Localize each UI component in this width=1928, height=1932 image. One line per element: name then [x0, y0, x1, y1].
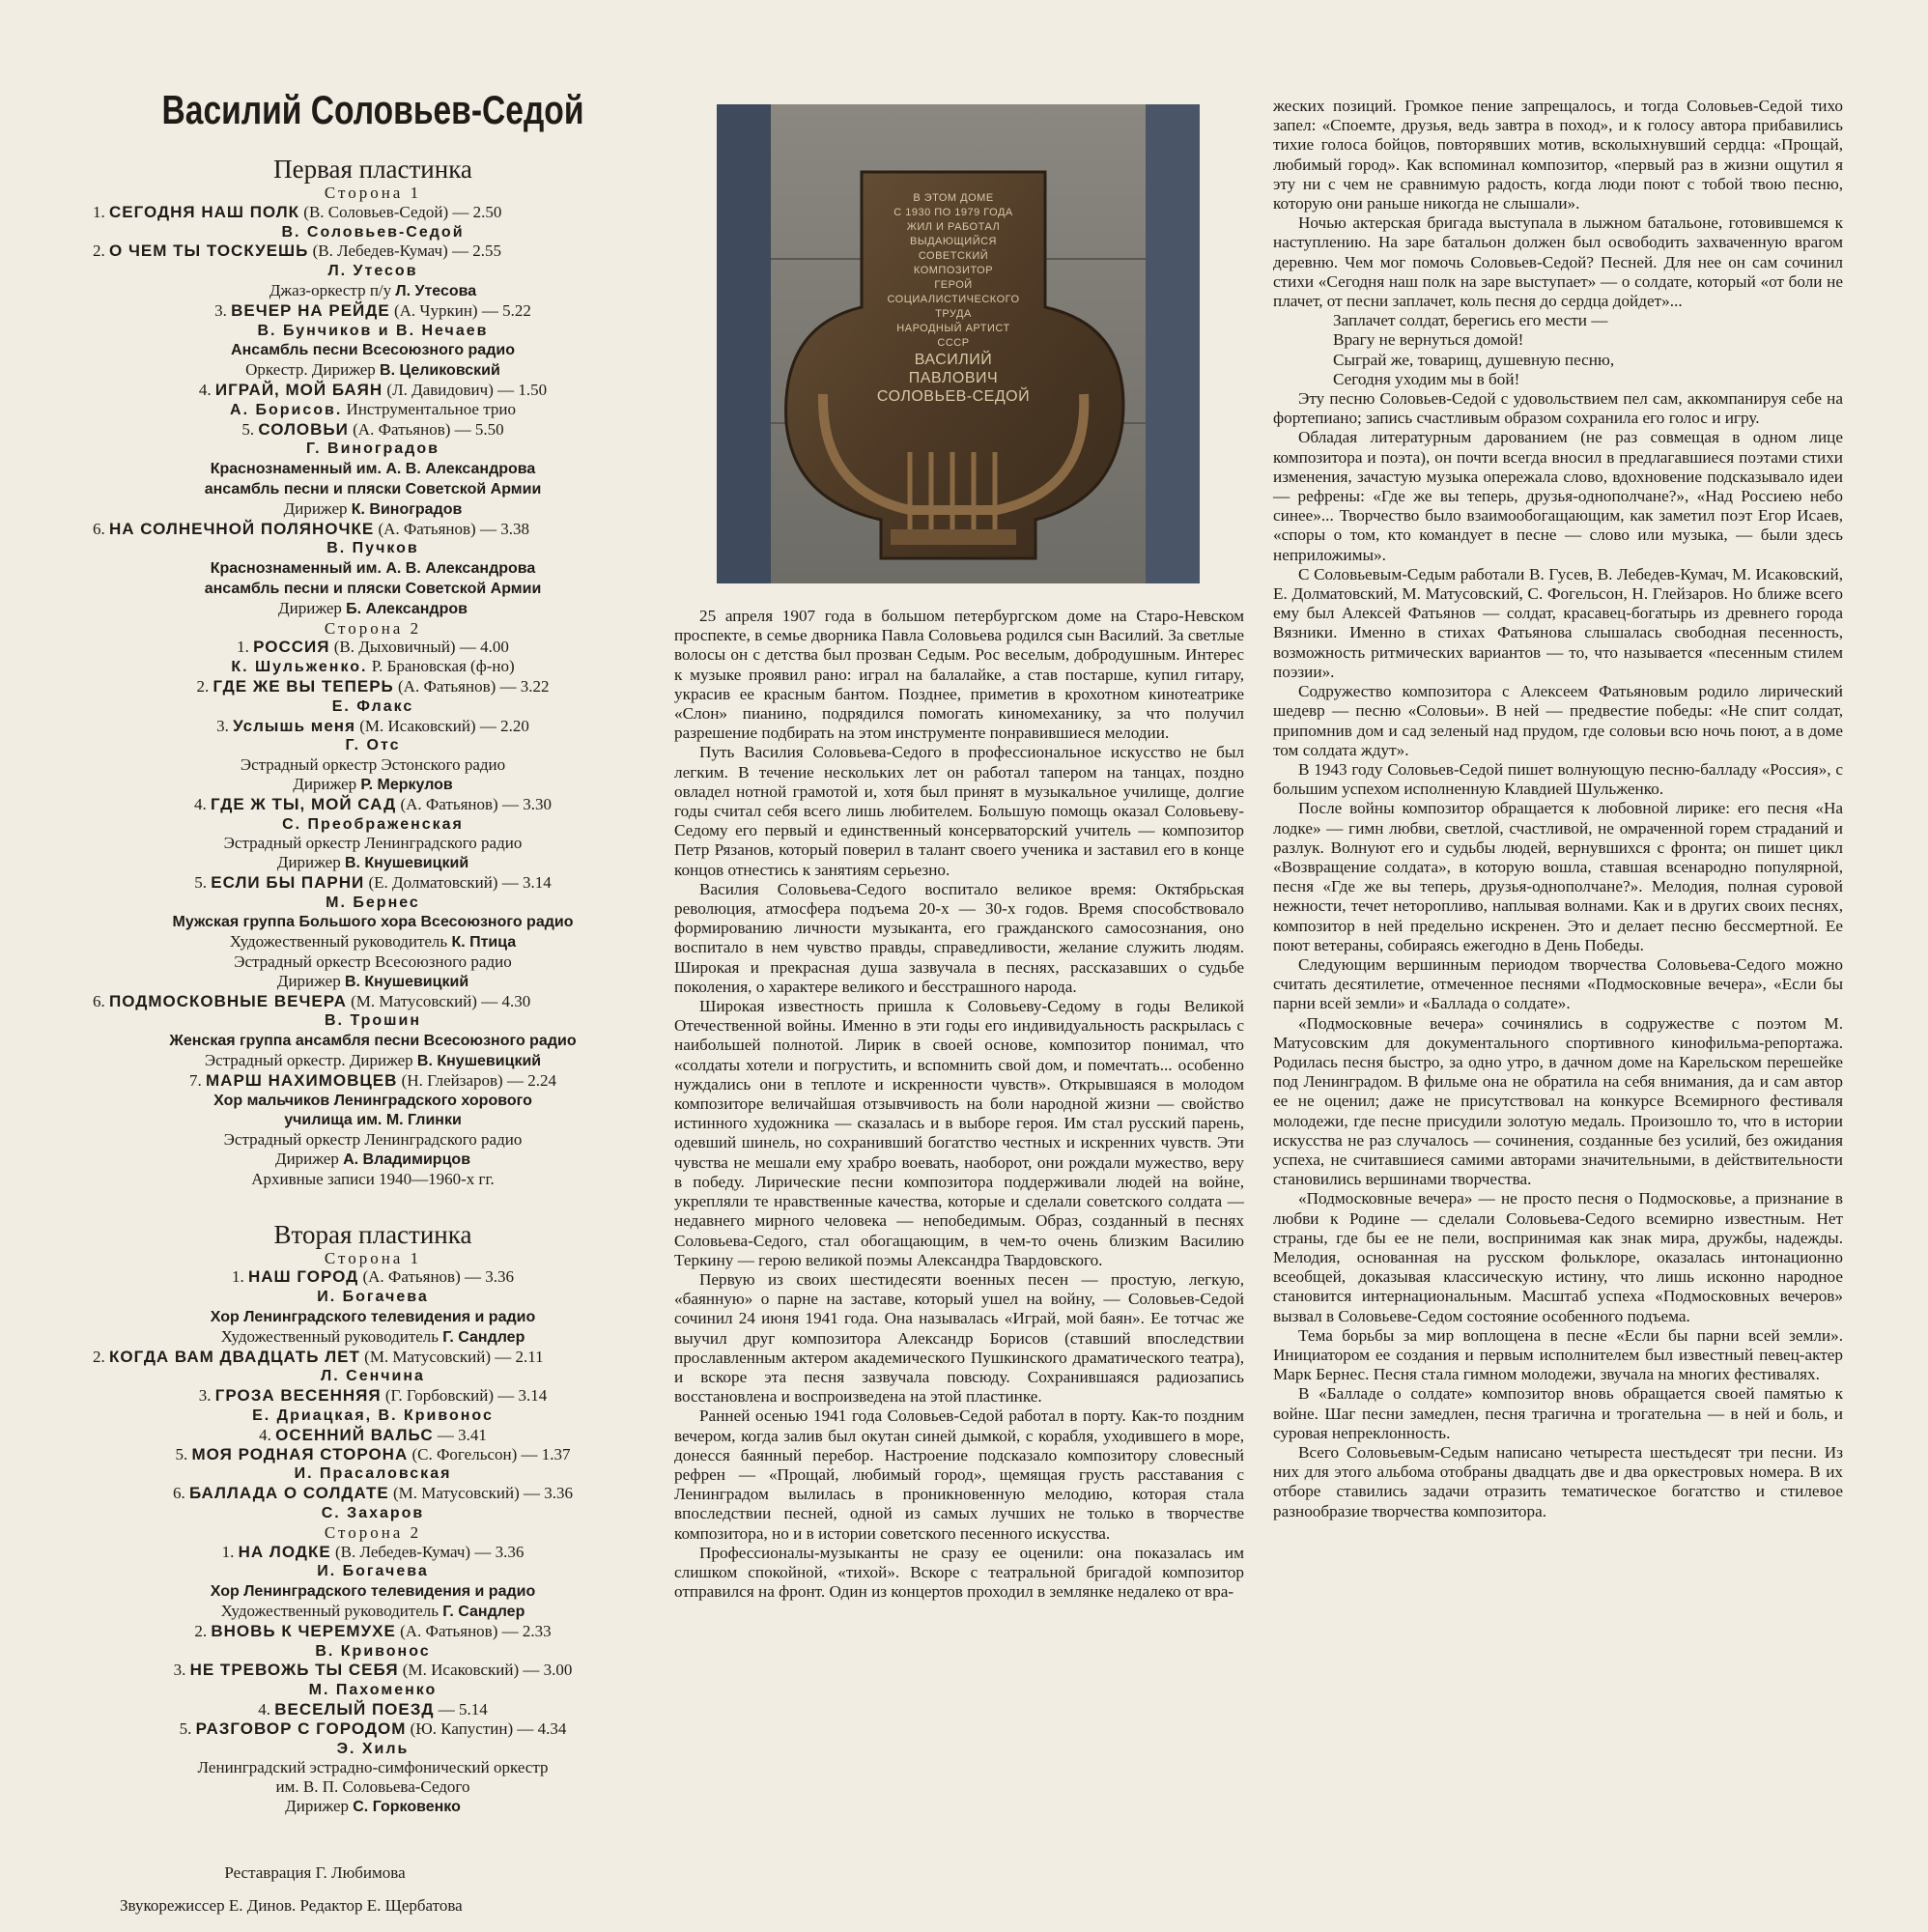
- article-column-2: [674, 607, 1244, 1602]
- paragraph: Эту песню Соловьев-Седой с удовольствием пел сам, аккомпанируя себе на фортепиано; запись счастливым образом сохранила его голос и игру.: [1273, 389, 1843, 428]
- track: 5. МОЯ РОДНАЯ СТОРОНА (С. Фогельсон) — 1.37: [175, 1444, 571, 1463]
- track: 3. НЕ ТРЕВОЖЬ ТЫ СЕБЯ (М. Исаковский) — 3.00: [173, 1661, 573, 1680]
- paragraph: Ночью актерская бригада выступала в лыжном батальоне, готовившемся к наступлению. На заре батальон должен был освободить захваченную врагом деревню. Чем мог помочь Соловьев-Седой? Песней. Для нее он сам сочинил стихи «Сегодня наш полк на заре выступает» — о солдате, который «от боли не плачет, от песни заплачет, коль песня до сердца дойдет»...: [1273, 213, 1843, 311]
- performer: И. Богачева: [317, 1289, 429, 1306]
- paragraph: Следующим вершинным периодом творчества Соловьева-Седого можно считать десятилетие, отмеченное песнями «Подмосковные вечера», «Если бы парни всей земли» и «Баллада о солдате».: [1273, 954, 1843, 1013]
- plaque-line: С 1930 ПО 1979 ГОДА: [893, 207, 1013, 218]
- track: 2. ВНОВЬ К ЧЕРЕМУХЕ (А. Фатьянов) — 2.33: [194, 1621, 552, 1640]
- paragraph: С Соловьевым-Седым работали В. Гусев, В. Лебедев-Кумач, М. Исаковский, Е. Долматовский, М. Матусовский, С. Фогельсон, Н. Глейзаров. Но ближе всего ему был Алексей Фатьянов — солдат, красавец-богатырь из древнего города Вязники. Именно в стихах Фатьянова слышалась свободная песенность, возможность ритмических вариантов — то, что называется «песенным стилем поэзии».: [1273, 564, 1843, 681]
- performer: Л. Сенчина: [321, 1368, 425, 1385]
- paragraph: Василия Соловьева-Седого воспитало великое время: Октябрьская революция, атмосфера подъема 20-х — 30-х годов. Время способствовало формированию личности музыканта, его гражданского самосознания, оно воспитало в нем чувство правды, справедливости, желание служить людям. Широкая и прекрасная душа зазвучала в песнях, рассказавших о судьбе поколения, о характере великого и бесстрашного народа.: [674, 879, 1244, 996]
- paragraph: Тема борьбы за мир воплощена в песне «Если бы парни всей земли». Инициатором ее создания и первым исполнителем был известный певец-актер Марк Бернес. Песня стала гимном молодежи, звучала на многих фестивалях.: [1273, 1325, 1843, 1384]
- performer: С. Захаров: [321, 1505, 425, 1521]
- plaque-line: ЖИЛ И РАБОТАЛ: [906, 221, 1001, 233]
- performer: Хор Ленинградского телевидения и радио: [210, 1309, 536, 1326]
- performer: Э. Хиль: [336, 1740, 410, 1757]
- performer: Художественный руководитель Г. Сандлер: [220, 1326, 525, 1346]
- plaque-line: НАРОДНЫЙ АРТИСТ: [896, 323, 1010, 334]
- performer: В. Соловьев-Седой: [281, 223, 465, 241]
- performer: Дирижер В. Кнушевицкий: [276, 853, 469, 872]
- plaque-line: В ЭТОМ ДОМЕ: [913, 192, 994, 204]
- track: 4. ОСЕННИЙ ВАЛЬС — 3.41: [259, 1425, 487, 1444]
- performer: Джаз-оркестр п/у Л. Утесова: [269, 280, 477, 299]
- track: 3. Услышь меня (М. Исаковский) — 2.20: [216, 716, 529, 735]
- performer: В. Бунчиков и В. Нечаев: [257, 322, 489, 339]
- track: 4. ВЕСЕЛЫЙ ПОЕЗД — 5.14: [258, 1699, 488, 1719]
- paragraph: Путь Василия Соловьева-Седого в профессиональное искусство не был легким. В течение нескольких лет он работал тапером на танцах, поздно овладел нотной грамотой и, хотя был принят в музыкальное училище, долгие годы считал себя всего лишь любителем. Большую помощь оказал Соловьеву-Седому его первый и единственный консерваторский учитель — композитор Петр Рязанов, который поверил в талант своего ученика и заставил его в конце концов отнестись к занятиям серьезно.: [674, 743, 1244, 879]
- performer: Эстрадный оркестр Эстонского радио: [240, 755, 506, 775]
- track: 7. МАРШ НАХИМОВЦЕВ (Н. Глейзаров) — 2.24: [189, 1070, 556, 1090]
- performer: Г. Виноградов: [306, 440, 439, 458]
- paragraph: Широкая известность пришла к Соловьеву-Седому в годы Великой Отечественной войны. Именно в эти годы его индивидуальность раскрылась с наибольшей полнотой. Лирик в своей основе, композитор понимал, что «солдаты хотели и погрустить, и вспомнить свой дом, и помечтать... особенно нуждались они в теплоте и искренности чувств». Открывшаяся в молодом композиторе величайшая отзывчивость на боли народной жизни — свойство истинного художника — сказалась и в выборе героя. Им стал русский парень, одевший шинель, но сохранивший богатство честных и искренних чувств. Эти чувства не мешали ему храбро воевать, наоборот, они рождали мужество, веру в победу. Лирические песни композитора поддерживали людей на войне, укрепляли те нравственные качества, которые и сделали советского солдата — недавнего мирного человека — непобедимым. Образ, созданный в песнях Соловьева-Седого, стал обогащающим, в чем-то очень близким Василию Теркину — герою великой поэмы Александра Твардовского.: [674, 997, 1244, 1269]
- performer: Дирижер С. Горковенко: [285, 1796, 461, 1815]
- performer: Женская группа ансамбля песни Всесоюзного радио: [169, 1033, 577, 1050]
- performer: И. Богачева: [317, 1563, 429, 1580]
- performer: М. Пахоменко: [308, 1682, 438, 1699]
- paragraph: Всего Соловьевым-Седым написано четыреста шестьдесят три песни. Из них для этого альбома отобраны двадцать две и два оркестровых номера. В их отборе ставились задачи отразить тематическое богатство и стилевое разнообразие творчества композитора.: [1273, 1443, 1843, 1520]
- performer: Эстрадный оркестр. Дирижер В. Кнушевицкий: [204, 1051, 542, 1070]
- article-column-3: [1273, 97, 1843, 1521]
- performer: М. Бернес: [326, 894, 420, 911]
- performer: Краснознаменный им. А. В. Александрова: [210, 461, 536, 478]
- paragraph: Профессионалы-музыканты не сразу ее оценили: она показалась им слишком спокойной, «тихой». Вскоре с театральной бригадой композитор отправился на фронт. Один из концертов проходил в землянке недалеко от вра-: [674, 1543, 1244, 1602]
- plaque-inscription: [871, 191, 1035, 406]
- engineer-credit: Звукорежиссер Е. Динов. Редактор Е. Щербатова: [120, 1895, 463, 1915]
- performer: им. В. П. Соловьева-Седого: [275, 1777, 470, 1797]
- track: 6. ПОДМОСКОВНЫЕ ВЕЧЕРА (М. Матусовский) — 4.30: [93, 991, 531, 1010]
- verse-line: Сегодня уходим мы в бой!: [1333, 369, 1520, 388]
- paragraph: После войны композитор обращается к любовной лирике: его песня «На лодке» — гимн любви, светлой, счастливой, не омраченной горем страданий и разлук. Волнуют его и судьбы людей, вернувшихся с фронта; он пишет цикл «Возвращение солдата», в которую вошла, ставшая всенародно популярной, песня «Где же вы теперь, друзья-однополчане?». Мелодия, полная суровой нежности, течет неторопливо, наплывая волнами. Как и в других своих песнях, композитор в ней предельно искренен. Это и делает песню бессмертной. Ее поют ветераны, собираясь ежегодно в День Победы.: [1273, 799, 1843, 954]
- track: 2. ГДЕ ЖЕ ВЫ ТЕПЕРЬ (А. Фатьянов) — 3.22: [196, 676, 550, 696]
- verse-line: Врагу не вернуться домой!: [1333, 330, 1524, 350]
- performer: Эстрадный оркестр Ленинградского радио: [223, 834, 523, 853]
- plaque-name-line: ВАСИЛИЙ ПАВЛОВИЧ: [908, 352, 999, 386]
- archive-note: Архивные записи 1940—1960-х гг.: [251, 1169, 495, 1188]
- performer: Дирижер Р. Меркулов: [293, 774, 453, 793]
- plaque-line: ТРУДА: [935, 308, 972, 320]
- plaque-name-line: СОЛОВЬЕВ-СЕДОЙ: [876, 388, 1031, 405]
- plaque-line: СОЦИАЛИСТИЧЕСКОГО: [887, 294, 1020, 305]
- performer: Ансамбль песни Всесоюзного радио: [231, 342, 515, 359]
- performer: Эстрадный оркестр Всесоюзного радио: [234, 952, 512, 972]
- track: 2. КОГДА ВАМ ДВАДЦАТЬ ЛЕТ (М. Матусовский) — 2.11: [93, 1347, 544, 1366]
- performer: Эстрадный оркестр Ленинградского радио: [223, 1130, 523, 1150]
- memorial-plaque-photo: [717, 104, 1200, 583]
- paragraph: 25 апреля 1907 года в большом петербургском доме на Старо-Невском проспекте, в семье дворника Павла Соловьева родился сын Василий. За светлые волосы он с детства был прозван Седым. Рос веселым, добродушным. Интерес к музыке проявил рано: играл на балалайке, а став постарше, купил гитару, украсив ее красным бантом. Позднее, приметив в крохотном кинотеатрике «Слон» пианино, подрядился помогать киномеханику, за что получил разрешение подбирать на этом инструменте понравившиеся мелодии.: [674, 607, 1244, 743]
- performer: Оркестр. Дирижер В. Целиковский: [245, 360, 500, 380]
- track: 5. РАЗГОВОР С ГОРОДОМ (Ю. Капустин) — 4.34: [179, 1719, 567, 1738]
- performer: Г. Отс: [345, 737, 401, 754]
- verse: [1333, 311, 1843, 389]
- tracklist-column: [93, 79, 653, 1916]
- track: 2. О ЧЕМ ТЫ ТОСКУЕШЬ (В. Лебедев-Кумач) — 2.55: [93, 242, 501, 261]
- paragraph: жеских позиций. Громкое пение запрещалось, и тогда Соловьев-Седой тихо запел: «Споемте, друзья, ведь завтра в поход», и к голосу автора прибавились тихие голоса бойцов, повторявших мотив, всколыхнувший сердца: «Прощай, любимый город». Как вспоминал композитор, «первый раз в жизни ощутил я эту ни с чем не сравнимую радость, когда люди поют с тобой твою песню, которую они раньше никогда не слышали».: [1273, 97, 1843, 213]
- track: 4. ГДЕ Ж ТЫ, МОЙ САД (А. Фатьянов) — 3.30: [194, 794, 552, 813]
- paragraph: Содружество композитора с Алексеем Фатьяновым родило лирический шедевр — песню «Соловьи». В ней — предвестие победы: «Не спит солдат, припомнив дом и сад зеленый над прудом, где соловьи всю ночь поют, а в доме том солдата ждут».: [1273, 682, 1843, 759]
- paragraph: Обладая литературным дарованием (не раз совмещая в одном лице композитора и поэта), он почти всегда вносил в предлагавшиеся поэтами стихи изменения, зачастую музыка опережала слово, вдохновение подсказывало идеи — рефрены: «Где же вы теперь, друзья-однополчане?», «Над Россиею небо синее»... Творчество было взаимообогащающим, как заметил поэт Егор Исаев, «споры о том, кто командует в песне — слово или музыка, — были здесь неприложимы».: [1273, 428, 1843, 564]
- performer: Л. Утесов: [327, 263, 418, 280]
- track: 5. СОЛОВЬИ (А. Фатьянов) — 5.50: [241, 419, 504, 439]
- performer: Дирижер А. Владимирцов: [274, 1150, 471, 1169]
- restoration-credit: Реставрация Г. Любимова: [224, 1862, 406, 1882]
- performer: Ленинградский эстрадно-симфонический оркестр: [197, 1758, 549, 1777]
- track: 4. ИГРАЙ, МОЙ БАЯН (Л. Давидович) — 1.50: [198, 380, 548, 399]
- track: 5. ЕСЛИ БЫ ПАРНИ (Е. Долматовский) — 3.14: [194, 872, 552, 892]
- plaque-line: ВЫДАЮЩИЙСЯ: [910, 236, 997, 247]
- performer: К. Шульженко. Р. Брановская (ф-но): [231, 657, 515, 676]
- disc2-side2: Сторона 2: [324, 1522, 422, 1542]
- track: 1. СЕГОДНЯ НАШ ПОЛК (В. Соловьев-Седой) — 2.50: [93, 202, 502, 221]
- paragraph: В «Балладе о солдате» композитор вновь обращается своей памятью к войне. Шаг песни замедлен, песня трагична и трогательна — в ней и боль, и суровая непреклонность.: [1273, 1384, 1843, 1442]
- performer: Краснознаменный им. А. В. Александрова: [210, 560, 536, 578]
- performer: В. Пучков: [326, 540, 419, 557]
- performer: С. Преображенская: [282, 815, 464, 833]
- disc2-side1: Сторона 1: [324, 1248, 422, 1267]
- verse-line: Сыграй же, товарищ, душевную песню,: [1333, 350, 1615, 369]
- credits: [93, 1863, 653, 1916]
- performer: А. Борисов. Инструментальное трио: [230, 399, 516, 418]
- page-title: Василий Соловьев-Седой: [161, 87, 584, 132]
- track: 1. НА ЛОДКЕ (В. Лебедев-Кумач) — 3.36: [221, 1542, 525, 1561]
- paragraph: Первую из своих шестидесяти военных песен — простую, легкую, «баянную» о парне на заставе, который ушел на войну, — Соловьев-Седой сочинил 24 июня 1941 года. Она называлась «Играй, мой баян». Ее тотчас же выучил друг композитора Александр Борисов (ставший впоследствии прославленным актером академического Пушкинского драматического театра), и вскоре эта песня зазвучала повсюду. Сохранившаяся радиозапись восстановлена и воспроизведена на этой пластинке.: [674, 1269, 1244, 1406]
- disc1-side2: Сторона 2: [324, 618, 422, 638]
- performer: Е. Флакс: [331, 697, 414, 715]
- performer: ансамбль песни и пляски Советской Армии: [204, 480, 542, 497]
- track: 3. ВЕЧЕР НА РЕЙДЕ (А. Чуркин) — 5.22: [214, 300, 531, 320]
- paragraph: «Подмосковные вечера» — не просто песня о Подмосковье, а признание в любви к Родине — сделали Соловьева-Седого всемирно известным. Нет страны, где бы ее не пели, воспринимая как знак мира, дружбы, надежды. Мелодия, основанная на русском фольклоре, оказалась интонационно всеобщей, доказывая классическую истину, что лишь исконно народное становится интернациональным. Масштаб успеха «Подмосковных вечеров» вызвал в Соловьеве-Седом состояние особенного подъема.: [1273, 1189, 1843, 1325]
- track: 1. НАШ ГОРОД (А. Фатьянов) — 3.36: [232, 1267, 514, 1287]
- paragraph: Ранней осенью 1941 года Соловьев-Седой работал в порту. Как-то поздним вечером, когда залив был окутан синей дымкой, с корабля, уходившего в море, донесся баянный перебор. Настроение подсказало композитору словесный рефрен — «Прощай, любимый город», щемящая грусть расставания с Ленинградом вылилась в проникновенную мелодию, которая стала впоследствии песней, одной из самых лучших не только в творчестве композитора, но и в истории советского песенного искусства.: [674, 1406, 1244, 1543]
- plaque-line: ГЕРОЙ: [934, 279, 973, 291]
- performer: В. Кривонос: [315, 1642, 431, 1660]
- performer: ансамбль песни и пляски Советской Армии: [204, 580, 542, 597]
- track: 3. ГРОЗА ВЕСЕННЯЯ (Г. Горбовский) — 3.14: [198, 1386, 548, 1406]
- performer: Художественный руководитель К. Птица: [229, 932, 517, 952]
- verse-line: Заплачет солдат, берегись его мести —: [1333, 311, 1608, 330]
- track: 6. НА СОЛНЕЧНОЙ ПОЛЯНОЧКЕ (А. Фатьянов) — 3.38: [93, 519, 529, 538]
- performer: Мужская группа Большого хора Всесоюзного радио: [172, 914, 574, 931]
- performer: В. Трошин: [325, 1012, 421, 1030]
- track: 1. РОССИЯ (В. Дыховичный) — 4.00: [237, 638, 509, 657]
- performer: Дирижер В. Кнушевицкий: [276, 971, 469, 990]
- disc1-title: Первая пластинка: [273, 155, 472, 184]
- performer: Художественный руководитель Г. Сандлер: [220, 1601, 525, 1620]
- plaque-line: КОМПОЗИТОР: [913, 265, 994, 276]
- performer: Хор мальчиков Ленинградского хорового: [213, 1092, 532, 1109]
- disc2-title: Вторая пластинка: [273, 1219, 472, 1249]
- performer: Е. Дриацкая, В. Кривонос: [252, 1407, 494, 1425]
- performer: училища им. М. Глинки: [284, 1112, 462, 1129]
- disc1-side1: Сторона 1: [324, 184, 422, 202]
- performer: Хор Ленинградского телевидения и радио: [210, 1583, 536, 1601]
- plaque-line: СССР: [937, 337, 970, 349]
- performer: И. Прасаловская: [294, 1465, 452, 1483]
- paragraph: «Подмосковные вечера» сочинялись в содружестве с поэтом М. Матусовским для документального спортивного кинофильма-репортажа. Родилась песня быстро, за одно утро, в дачном доме на Карельском перешейке под Ленинградом. В фильме она не обратила на себя внимания, да и сам автор ее не оценил; даже не присутствовал на конкурсе Всемирного фестиваля молодежи, где песне присудили золотую медаль. Произошло то, что в истории искусства не раз случалось — сочинения, созданные без усилий, без ожидания успеха, не считавшиеся самими авторами значительными, в действительности становились вершинами творчества.: [1273, 1013, 1843, 1189]
- performer: Дирижер К. Виноградов: [283, 498, 463, 518]
- performer: Дирижер Б. Александров: [278, 598, 468, 617]
- track: 6. БАЛЛАДА О СОЛДАТЕ (М. Матусовский) — 3.36: [172, 1484, 574, 1503]
- paragraph: В 1943 году Соловьев-Седой пишет волнующую песню-балладу «Россия», с большим успехом исполненную Клавдией Шульженко.: [1273, 759, 1843, 799]
- plaque-line: СОВЕТСКИЙ: [918, 250, 989, 262]
